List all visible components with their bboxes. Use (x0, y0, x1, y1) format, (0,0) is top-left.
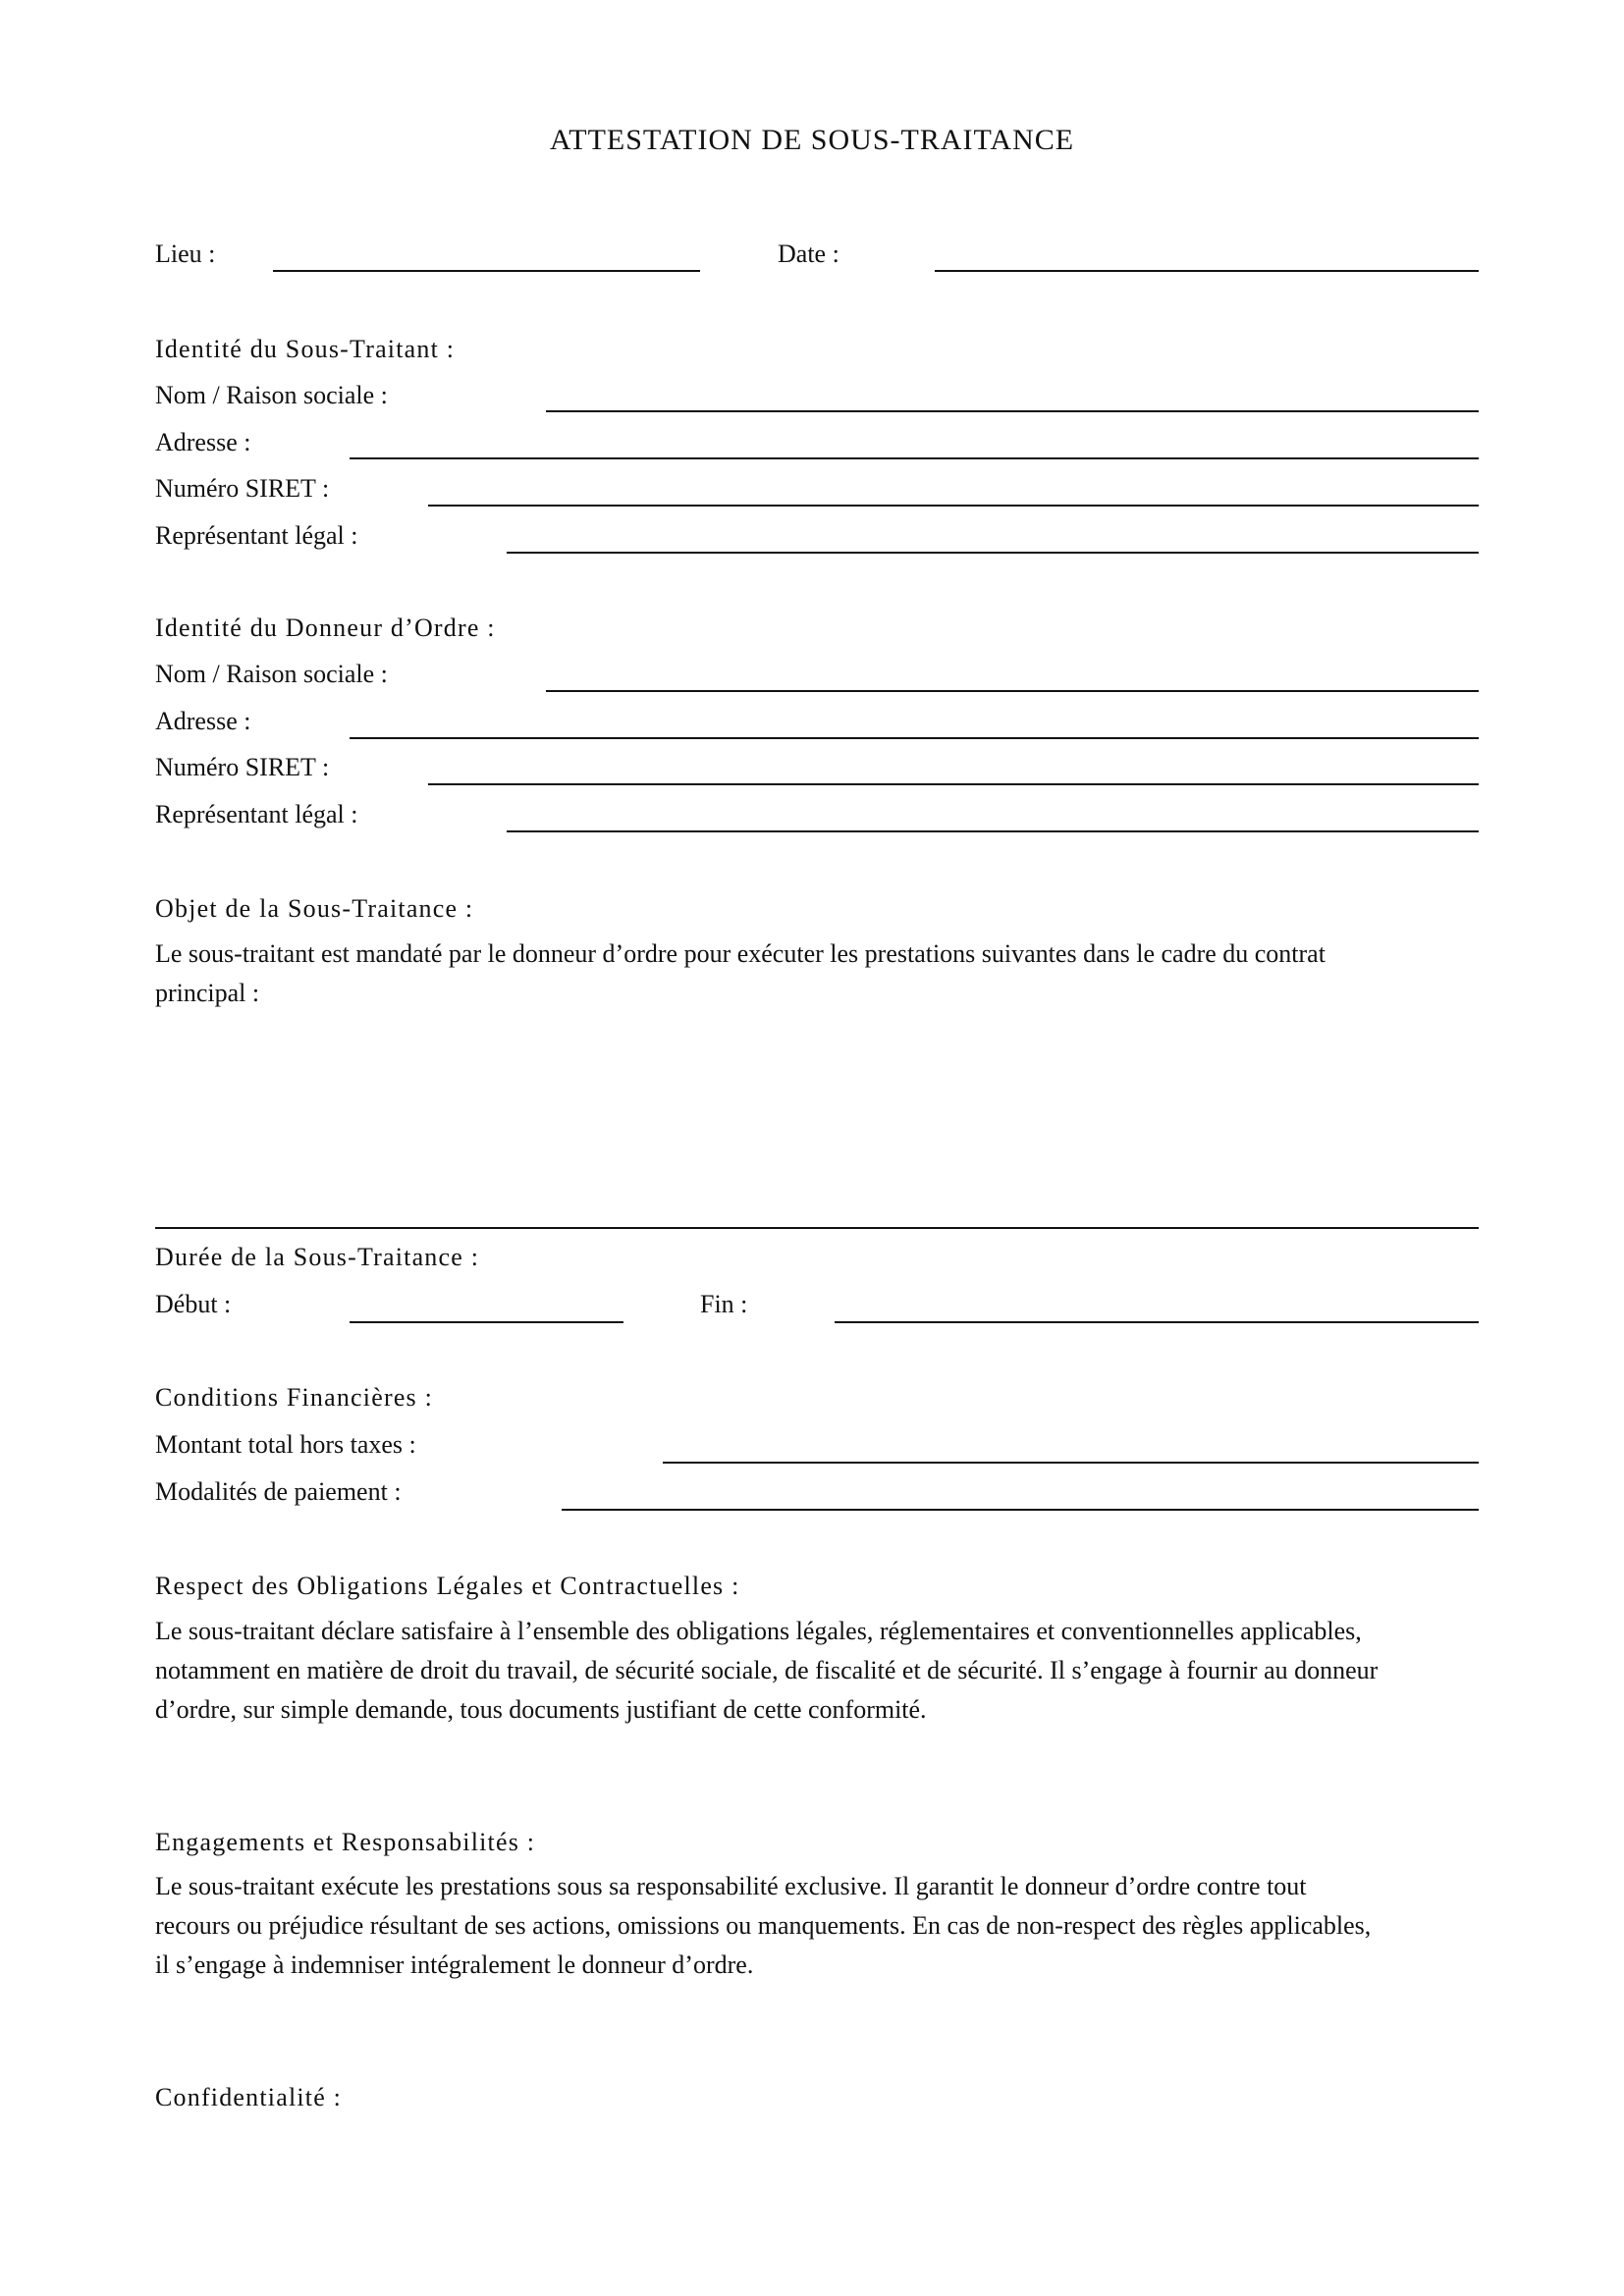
subcontractor-name-label: Nom / Raison sociale : (155, 381, 388, 409)
commitments-line: il s’engage à indemniser intégralement le donneur d’ordre. (155, 1950, 754, 1979)
commitments-line: Le sous-traitant exécute les prestations sous sa responsabilité exclusive. Il garantit le donneur d’ordre contre tout (155, 1872, 1307, 1900)
principal-rep-label: Représentant légal : (155, 800, 358, 828)
subcontractor-address-label: Adresse : (155, 428, 251, 456)
subcontractor-rep-label: Représentant légal : (155, 521, 358, 550)
financial-heading: Conditions Financières : (155, 1383, 433, 1412)
object-heading: Objet de la Sous-Traitance : (155, 894, 474, 923)
payment-field-line[interactable] (562, 1509, 1479, 1511)
start-field-line[interactable] (350, 1321, 623, 1323)
subcontractor-rep-field-line[interactable] (507, 552, 1479, 554)
object-line: principal : (155, 979, 260, 1007)
object-line: Le sous-traitant est mandaté par le donneur d’ordre pour exécuter les prestations suivantes dans le cadre du contrat (155, 939, 1326, 968)
date-field-line[interactable] (935, 270, 1479, 272)
obligations-paragraph (155, 1612, 1483, 1730)
amount-field-line[interactable] (663, 1462, 1479, 1464)
subcontractor-address-field-line[interactable] (350, 457, 1479, 459)
subcontractor-siret-field-line[interactable] (428, 505, 1479, 507)
principal-siret-field-line[interactable] (428, 783, 1479, 785)
end-label: Fin : (700, 1290, 748, 1318)
date-label: Date : (778, 240, 839, 268)
start-label: Début : (155, 1290, 232, 1318)
obligations-heading: Respect des Obligations Légales et Contractuelles : (155, 1572, 740, 1600)
commitments-heading: Engagements et Responsabilités : (155, 1828, 536, 1856)
principal-heading: Identité du Donneur d’Ordre : (155, 614, 496, 642)
place-label: Lieu : (155, 240, 216, 268)
principal-name-label: Nom / Raison sociale : (155, 660, 388, 688)
obligations-line: notamment en matière de droit du travail, de sécurité sociale, de fiscalité et de sécurité. Il s’engage à fournir au donneur (155, 1656, 1379, 1684)
subcontractor-name-field-line[interactable] (546, 410, 1479, 412)
confidentiality-heading: Confidentialité : (155, 2083, 343, 2111)
document-title: ATTESTATION DE SOUS-TRAITANCE (549, 124, 1075, 156)
principal-name-field-line[interactable] (546, 690, 1479, 692)
duration-heading: Durée de la Sous-Traitance : (155, 1243, 480, 1271)
subcontractor-siret-label: Numéro SIRET : (155, 474, 330, 503)
subcontractor-heading: Identité du Sous-Traitant : (155, 335, 456, 363)
principal-rep-field-line[interactable] (507, 830, 1479, 832)
principal-address-label: Adresse : (155, 707, 251, 735)
place-field-line[interactable] (273, 270, 700, 272)
object-field-line[interactable] (155, 1227, 1479, 1229)
object-paragraph (155, 934, 1483, 1013)
commitments-paragraph (155, 1867, 1483, 1985)
commitments-line: recours ou préjudice résultant de ses actions, omissions ou manquements. En cas de non-respect des règles applicables, (155, 1911, 1372, 1940)
obligations-line: d’ordre, sur simple demande, tous documents justifiant de cette conformité. (155, 1695, 927, 1724)
amount-label: Montant total hors taxes : (155, 1430, 416, 1459)
principal-address-field-line[interactable] (350, 737, 1479, 739)
obligations-line: Le sous-traitant déclare satisfaire à l’ensemble des obligations légales, réglementaires et conventionnelles applicables, (155, 1617, 1362, 1645)
end-field-line[interactable] (835, 1321, 1479, 1323)
payment-label: Modalités de paiement : (155, 1477, 402, 1506)
principal-siret-label: Numéro SIRET : (155, 753, 330, 781)
